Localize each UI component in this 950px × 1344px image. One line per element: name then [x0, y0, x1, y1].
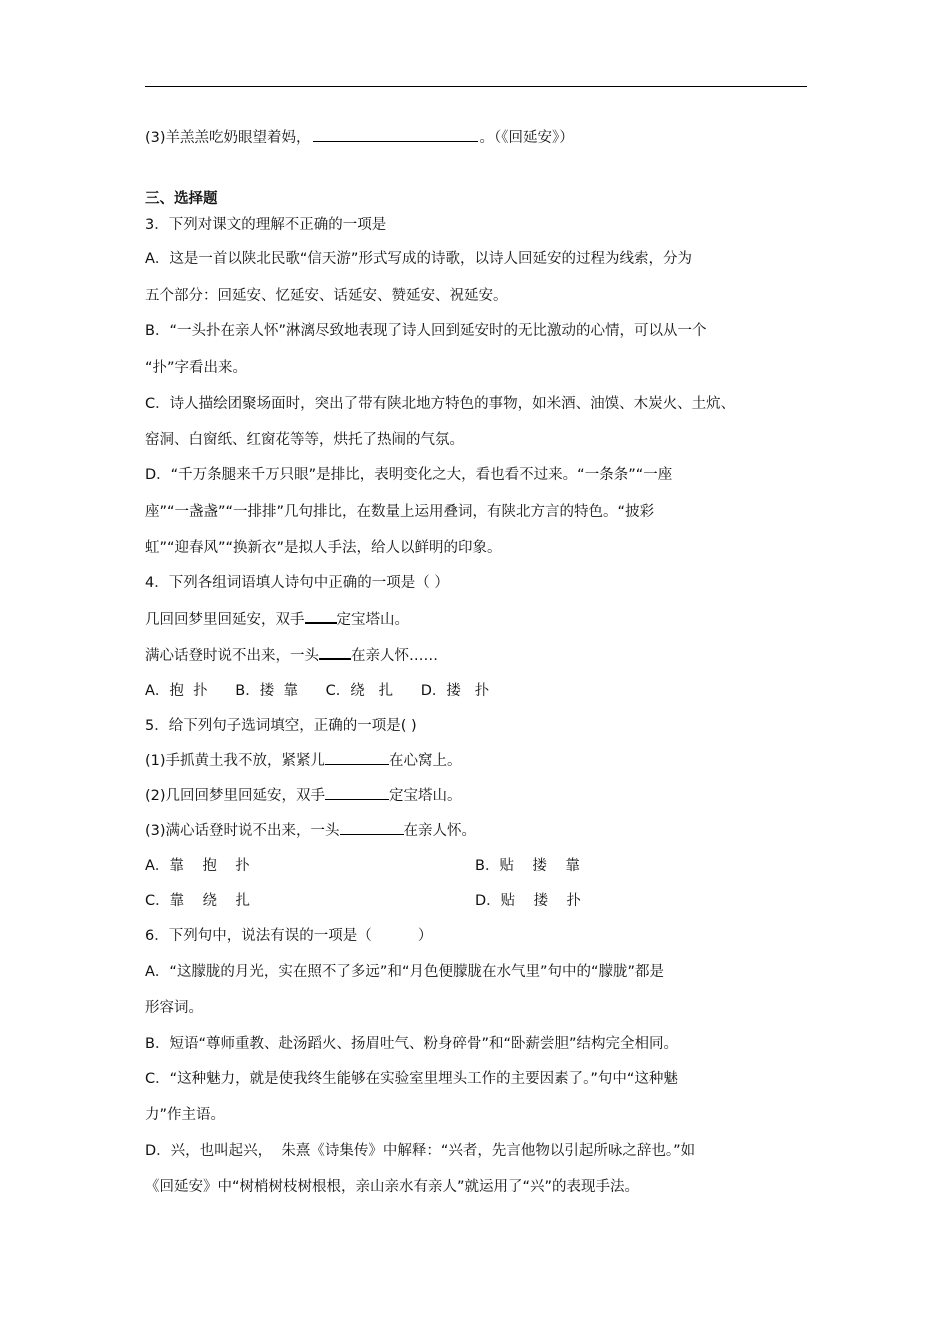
q3-option-d-line3: 虹”“迎春风”“换新衣”是拟人手法，给人以鲜明的印象。	[145, 540, 502, 556]
q5-stem: 5．给下列句子选词填空，正确的一项是( )	[145, 718, 417, 734]
fill-blank[interactable]	[325, 787, 389, 800]
section-title: 三、选择题	[145, 191, 218, 207]
q3-option-b-line1[interactable]: B．“一头扑在亲人怀”淋漓尽致地表现了诗人回到延安时的无比激动的心情，可以从一个	[145, 323, 707, 339]
q6-option-d-line2: 《回延安》中“树梢树枝树根根，亲山亲水有亲人”就运用了“兴”的表现手法。	[145, 1179, 640, 1195]
q5-sentence-2-suffix: 定宝塔山。	[389, 788, 462, 804]
q5-option-c[interactable]: C．靠 绕 扎	[145, 893, 250, 909]
q4-options[interactable]: A．抱 扑 B．搂 靠 C．绕 扎 D．搂 扑	[145, 683, 490, 699]
q6-option-a-line1[interactable]: A．“这朦胧的月光，实在照不了多远”和“月色便朦胧在水气里”句中的“朦胧”都是	[145, 964, 664, 980]
q4-line-2	[145, 646, 438, 665]
q3-option-a-line2: 五个部分：回延安、忆延安、话延安、赞延安、祝延安。	[145, 288, 508, 304]
q3-stem: 3．下列对课文的理解不正确的一项是	[145, 217, 387, 233]
q6-stem: 6．下列句中，说法有误的一项是（ ）	[145, 928, 433, 944]
q4-line-1	[145, 610, 409, 629]
fill-blank[interactable]	[313, 129, 478, 142]
fill-blank[interactable]	[340, 822, 404, 835]
q2-item-3-prefix: (3)羊羔羔吃奶眼望着妈，	[145, 130, 311, 146]
fill-blank[interactable]	[319, 646, 351, 660]
q4-line-1-prefix: 几回回梦里回延安，双手	[145, 612, 305, 628]
q3-option-c-line2: 窑洞、白窗纸、红窗花等等，烘托了热闹的气氛。	[145, 432, 464, 448]
q2-item-3-suffix: 。（《回延安》）	[479, 130, 574, 146]
q6-option-c-line1[interactable]: C．“这种魅力，就是使我终生能够在实验室里埋头工作的主要因素了。”句中“这种魅	[145, 1071, 678, 1087]
q5-sentence-1-prefix: (1)手抓黄土我不放，紧紧儿	[145, 753, 326, 769]
q5-option-a[interactable]: A．靠 抱 扑	[145, 858, 250, 874]
q6-option-b-line1[interactable]: B．短语“尊师重教、赴汤蹈火、扬眉吐气、粉身碎骨”和“卧薪尝胆”结构完全相同。	[145, 1036, 678, 1052]
q5-sentence-3	[145, 822, 476, 840]
top-divider	[145, 86, 807, 87]
fill-blank[interactable]	[305, 610, 337, 624]
q3-option-c-line1[interactable]: C．诗人描绘团聚场面时，突出了带有陕北地方特色的事物，如米酒、油馍、木炭火、土炕、	[145, 396, 736, 412]
q5-sentence-1-suffix: 在心窝上。	[389, 753, 462, 769]
q4-line-2-suffix: 在亲人怀……	[351, 648, 438, 664]
q5-sentence-2	[145, 787, 462, 805]
q4-stem: 4．下列各组词语填人诗句中正确的一项是（ ）	[145, 575, 449, 591]
q6-option-a-line2: 形容词。	[145, 1000, 203, 1016]
q4-line-2-prefix: 满心话登时说不出来，一头	[145, 648, 319, 664]
q5-sentence-2-prefix: (2)几回回梦里回延安，双手	[145, 788, 326, 804]
fill-blank[interactable]	[325, 752, 389, 765]
q5-sentence-3-prefix: (3)满心话登时说不出来，一头	[145, 823, 340, 839]
q5-option-b[interactable]: B．贴 搂 靠	[475, 858, 580, 874]
q4-line-1-suffix: 定宝塔山。	[336, 612, 409, 628]
q6-option-c-line2: 力”作主语。	[145, 1107, 226, 1123]
q3-option-b-line2: “扑”字看出来。	[145, 360, 248, 376]
q5-sentence-3-suffix: 在亲人怀。	[403, 823, 477, 839]
q3-option-d-line1[interactable]: D．“千万条腿来千万只眼”是排比，表明变化之大，看也看不过来。“一条条”“一座	[145, 467, 673, 483]
q3-option-d-line2: 座”“一盏盏”“一排排”几句排比，在数量上运用叠词，有陕北方言的特色。“披彩	[145, 504, 655, 520]
q6-option-d-line1[interactable]: D．兴，也叫起兴， 朱熹《诗集传》中解释：“兴者，先言他物以引起所咏之辞也。”如	[145, 1143, 696, 1159]
q5-option-d[interactable]: D．贴 搂 扑	[475, 893, 582, 909]
q2-item-3	[145, 129, 574, 147]
q5-sentence-1	[145, 752, 462, 770]
q3-option-a-line1[interactable]: A．这是一首以陕北民歌“信天游”形式写成的诗歌，以诗人回延安的过程为线索，分为	[145, 251, 692, 267]
